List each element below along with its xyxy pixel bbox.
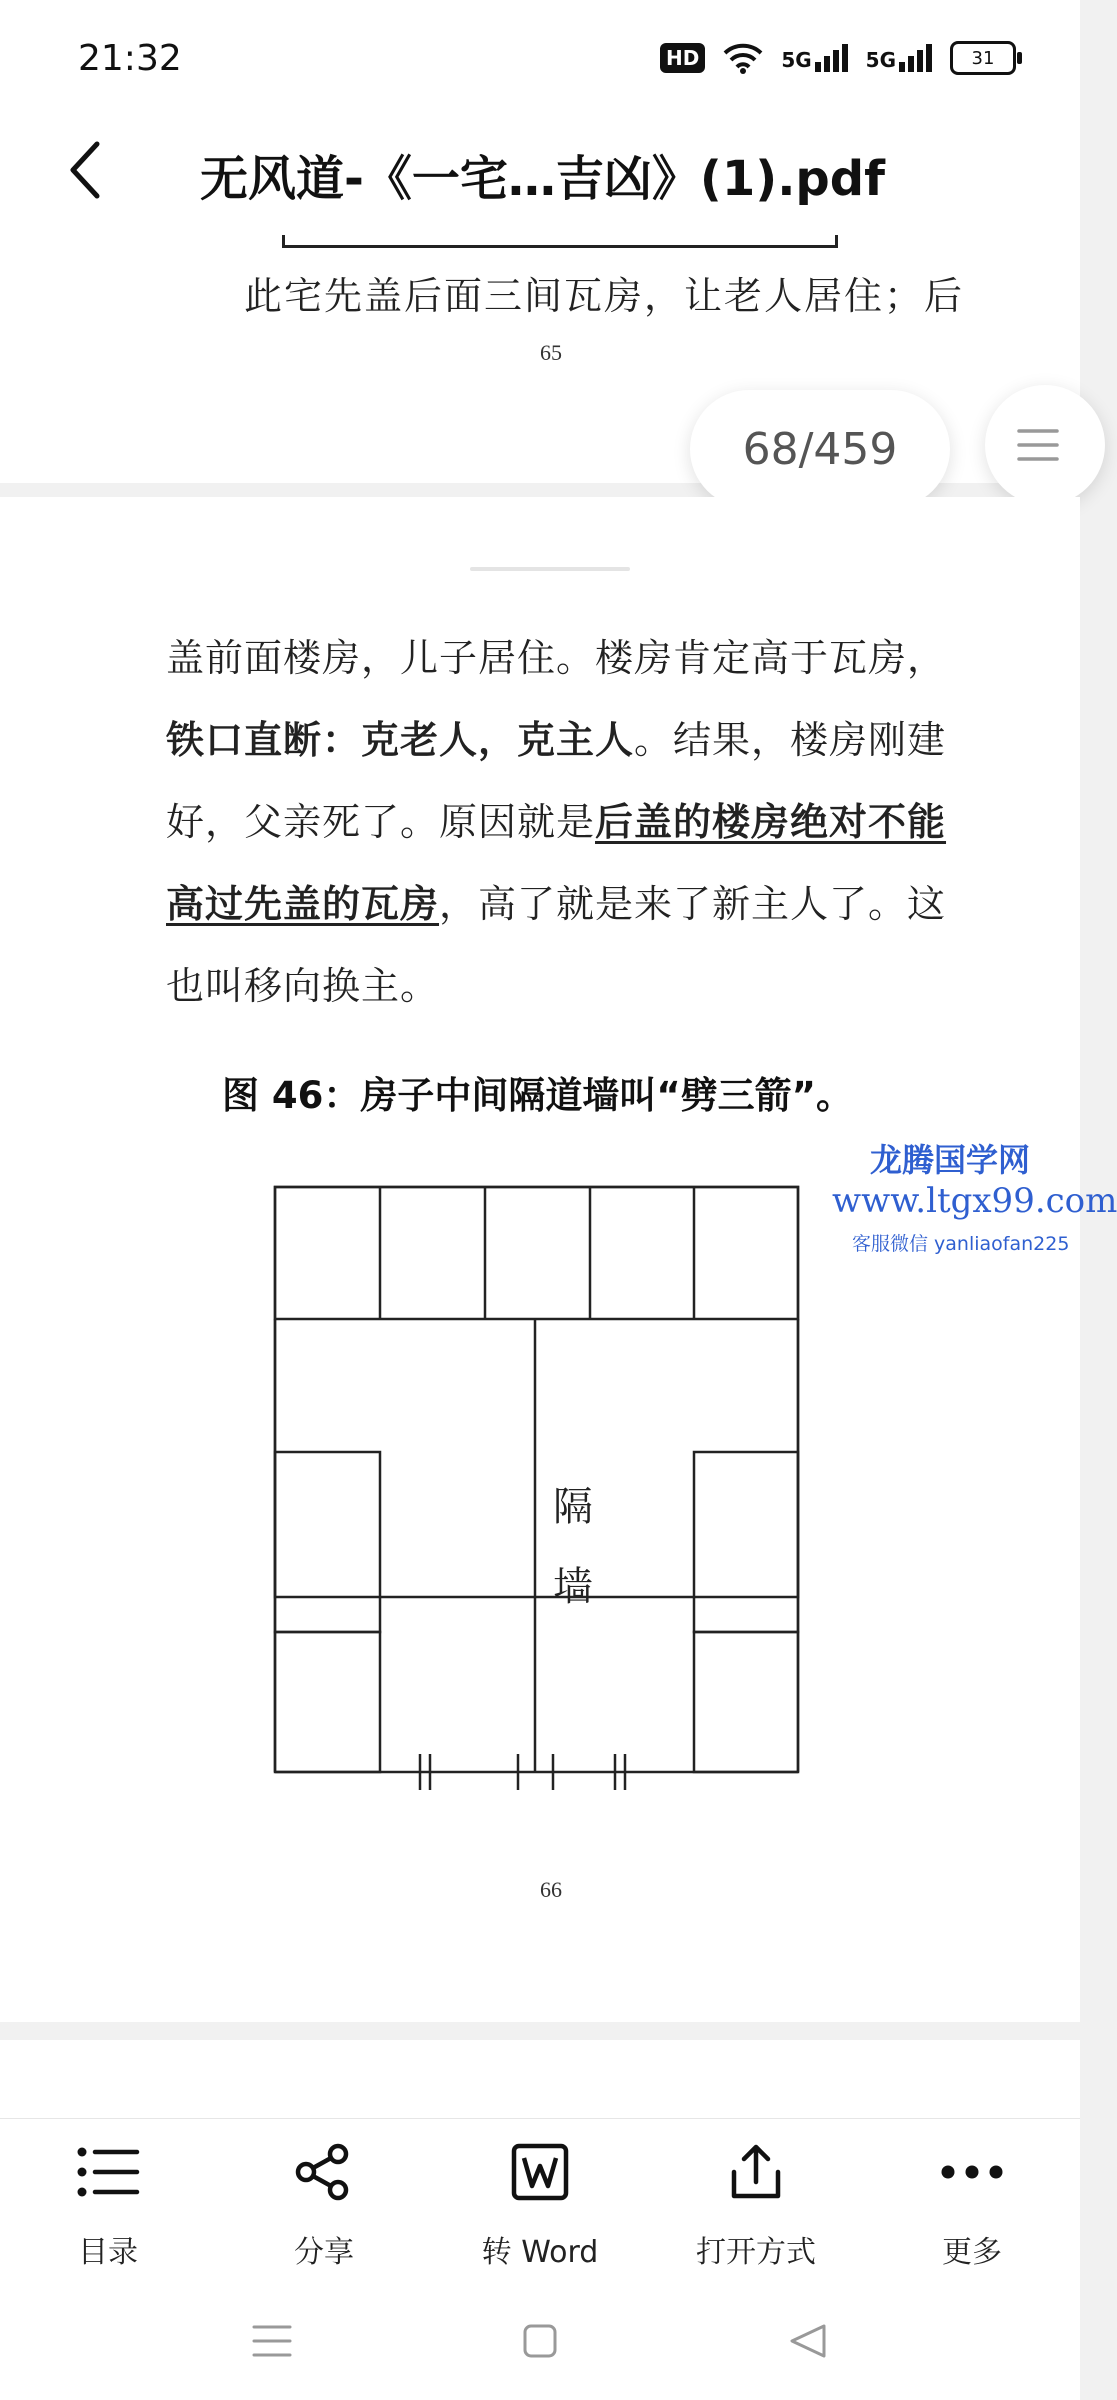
share-button[interactable] <box>224 2137 424 2277</box>
more-button[interactable] <box>872 2137 1072 2277</box>
more-icon <box>937 2137 1007 2207</box>
open-with-label: 打开方式 <box>696 2235 816 2270</box>
page-body-text <box>166 617 966 1027</box>
text-line <box>166 863 966 945</box>
outline-button[interactable] <box>985 385 1105 505</box>
figure-caption: 图 46：房子中间隔道墙叫“劈三箭”。 <box>222 1074 854 1117</box>
text-span: ，高了就是来了新主人了。这 <box>439 882 947 926</box>
chevron-left-icon <box>65 140 105 200</box>
open-with-icon <box>721 2137 791 2207</box>
page-indicator[interactable]: 68/459 <box>690 390 950 508</box>
watermark-url: www.ltgx99.com <box>832 1181 1117 1221</box>
hd-voice-icon: HD <box>660 43 705 73</box>
status-icons <box>660 36 1016 80</box>
bottom-toolbar <box>0 2118 1080 2287</box>
text-line <box>166 699 966 781</box>
status-time: 21:32 <box>78 38 182 79</box>
text-line: 也叫移向换主。 <box>166 964 440 1008</box>
list-icon <box>73 2137 143 2207</box>
back-button[interactable] <box>50 130 120 210</box>
wall-label: 隔 <box>553 1484 593 1530</box>
text-line <box>166 781 966 863</box>
convert-word-label: 转 Word <box>481 2235 599 2270</box>
page-frame-line <box>282 235 838 248</box>
home-button[interactable] <box>510 2316 570 2366</box>
toc-button[interactable] <box>8 2137 208 2277</box>
system-back-button[interactable] <box>778 2316 838 2366</box>
wifi-icon <box>723 42 763 74</box>
share-label: 分享 <box>294 2235 354 2270</box>
top-bar <box>0 0 1080 235</box>
recent-apps-button[interactable] <box>242 2316 302 2366</box>
bold-underlined-text: 高过先盖的瓦房 <box>166 881 440 926</box>
menu-icon <box>1017 427 1059 463</box>
floor-plan-diagram <box>270 1182 810 1772</box>
plan-left-room <box>275 1452 380 1632</box>
watermark-title: 龙腾国学网 <box>870 1141 1031 1179</box>
page-number: 65 <box>540 340 562 365</box>
page-number: 66 <box>540 1877 562 1902</box>
text-span: 好，父亲死了。原因就是 <box>166 800 596 844</box>
wall-label: 墙 <box>553 1564 593 1610</box>
triangle-back-icon <box>788 2323 828 2359</box>
plan-outer-boundary <box>275 1187 798 1597</box>
pdf-page-next <box>0 2040 1080 2120</box>
signal-icon: 5G <box>781 44 847 72</box>
plan-top-row <box>275 1187 798 1319</box>
open-with-button[interactable] <box>656 2137 856 2277</box>
watermark-contact: 客服微信 yanliaofan225 <box>852 1233 1070 1255</box>
text-span: 。结果，楼房刚建 <box>634 718 947 762</box>
share-icon <box>289 2137 359 2207</box>
battery-icon: 31 <box>950 41 1016 75</box>
square-icon <box>522 2323 558 2359</box>
plan-right-room <box>694 1632 798 1772</box>
word-convert-icon <box>505 2137 575 2207</box>
convert-word-button[interactable] <box>440 2137 640 2277</box>
page-text: 此宅先盖后面三间瓦房，让老人居住；后 <box>244 274 965 318</box>
more-label: 更多 <box>942 2235 1002 2270</box>
plan-left-room <box>275 1632 380 1772</box>
signal-icon: 5G <box>866 44 932 72</box>
system-navigation-bar <box>0 2286 1080 2400</box>
pdf-page-66 <box>0 497 1117 2022</box>
toc-label: 目录 <box>78 2235 138 2270</box>
bold-text: 铁口直断：克老人，克主人 <box>166 717 635 762</box>
text-line: 盖前面楼房，儿子居住。楼房肯定高于瓦房， <box>166 636 947 680</box>
menu-icon <box>252 2323 292 2359</box>
bold-underlined-text: 后盖的楼房绝对不能 <box>595 799 947 844</box>
document-title: 无风道-《一宅…吉凶》(1).pdf <box>200 151 886 207</box>
scan-mark <box>470 567 630 571</box>
plan-right-room <box>694 1452 798 1632</box>
